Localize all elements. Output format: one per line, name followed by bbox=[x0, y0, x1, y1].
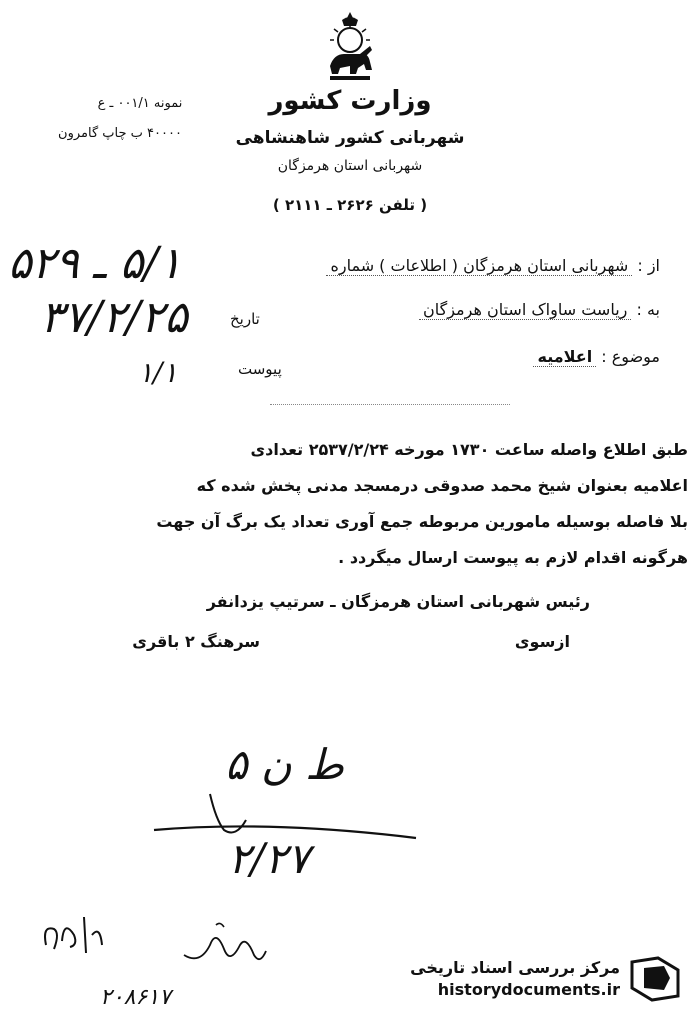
body-line: طبق اطلاع واصله ساعت ۱۷۳۰ مورخه ۲۵۳۷/۲/۲۴ تعدادی bbox=[250, 440, 688, 459]
handwritten-bottom-date: ۲/۲۷ bbox=[228, 834, 310, 883]
national-police-title: شهربانی کشور شاهنشاهی bbox=[235, 128, 465, 148]
from-label: از : bbox=[637, 256, 660, 275]
subject-row bbox=[533, 347, 660, 367]
handwritten-attachment-count: ۱/۱ bbox=[138, 356, 178, 389]
form-number: نمونه ۰۰۱/۱ ـ ع bbox=[97, 96, 183, 111]
from-row bbox=[326, 256, 660, 276]
lion-and-sun-emblem-icon bbox=[320, 10, 380, 82]
handwritten-archive-code: ۲۰۸۶۱۷ bbox=[100, 985, 171, 1010]
print-info: ۴۰۰۰۰ ب چاپ گامرون bbox=[58, 126, 182, 141]
subject-value: اعلامیه bbox=[533, 347, 596, 367]
handwritten-name-signature bbox=[180, 915, 270, 975]
archive-watermark bbox=[410, 950, 690, 1006]
body-line: اعلامیه بعنوان شیخ محمد صدوقی درمسجد مدنی پخش شده که bbox=[196, 476, 688, 495]
signer-colonel: سرهنگ ۲ باقری bbox=[132, 632, 260, 651]
attachment-label: پیوست bbox=[238, 360, 282, 378]
handwritten-letter-date: ۳۷/۲/۲۵ bbox=[40, 292, 188, 343]
letter-body bbox=[12, 432, 688, 576]
ministry-title: وزارت کشور bbox=[268, 86, 432, 116]
handwritten-signature-top: ط ن ۵ bbox=[225, 740, 344, 789]
body-line: هرگونه اقدام لازم به پیوست ارسال میگردد . bbox=[338, 548, 688, 567]
subject-label: موضوع : bbox=[601, 347, 660, 366]
date-label: تاریخ bbox=[230, 310, 260, 328]
archive-logo-icon bbox=[628, 956, 682, 1002]
body-line: بلا فاصله بوسیله مامورین مربوطه جمع آوری تعداد یک برگ آن جهت bbox=[156, 512, 688, 531]
from-value: شهربانی استان هرمزگان ( اطلاعات ) شماره bbox=[326, 256, 632, 276]
handwritten-letter-number: ۵/۱ ـ ۵۲۹ bbox=[8, 238, 182, 289]
to-value: ریاست ساواک استان هرمزگان bbox=[419, 300, 631, 320]
to-row bbox=[419, 300, 660, 320]
handwritten-initials-signature bbox=[40, 905, 110, 965]
phone-number: ( تلفن ۲۶۲۶ ـ ۲۱۱۱ ) bbox=[272, 196, 428, 214]
watermark-url: historydocuments.ir bbox=[437, 980, 620, 999]
watermark-title: مرکز بررسی اسناد تاریخی bbox=[410, 958, 620, 977]
to-label: به : bbox=[636, 300, 660, 319]
province-police-title: شهربانی استان هرمزگان bbox=[277, 158, 423, 174]
signer-on-behalf: ازسوی bbox=[514, 632, 570, 651]
signer-chief: رئیس شهربانی استان هرمزگان ـ سرتیپ یزدانفر bbox=[206, 592, 590, 611]
separator-line bbox=[270, 404, 510, 405]
